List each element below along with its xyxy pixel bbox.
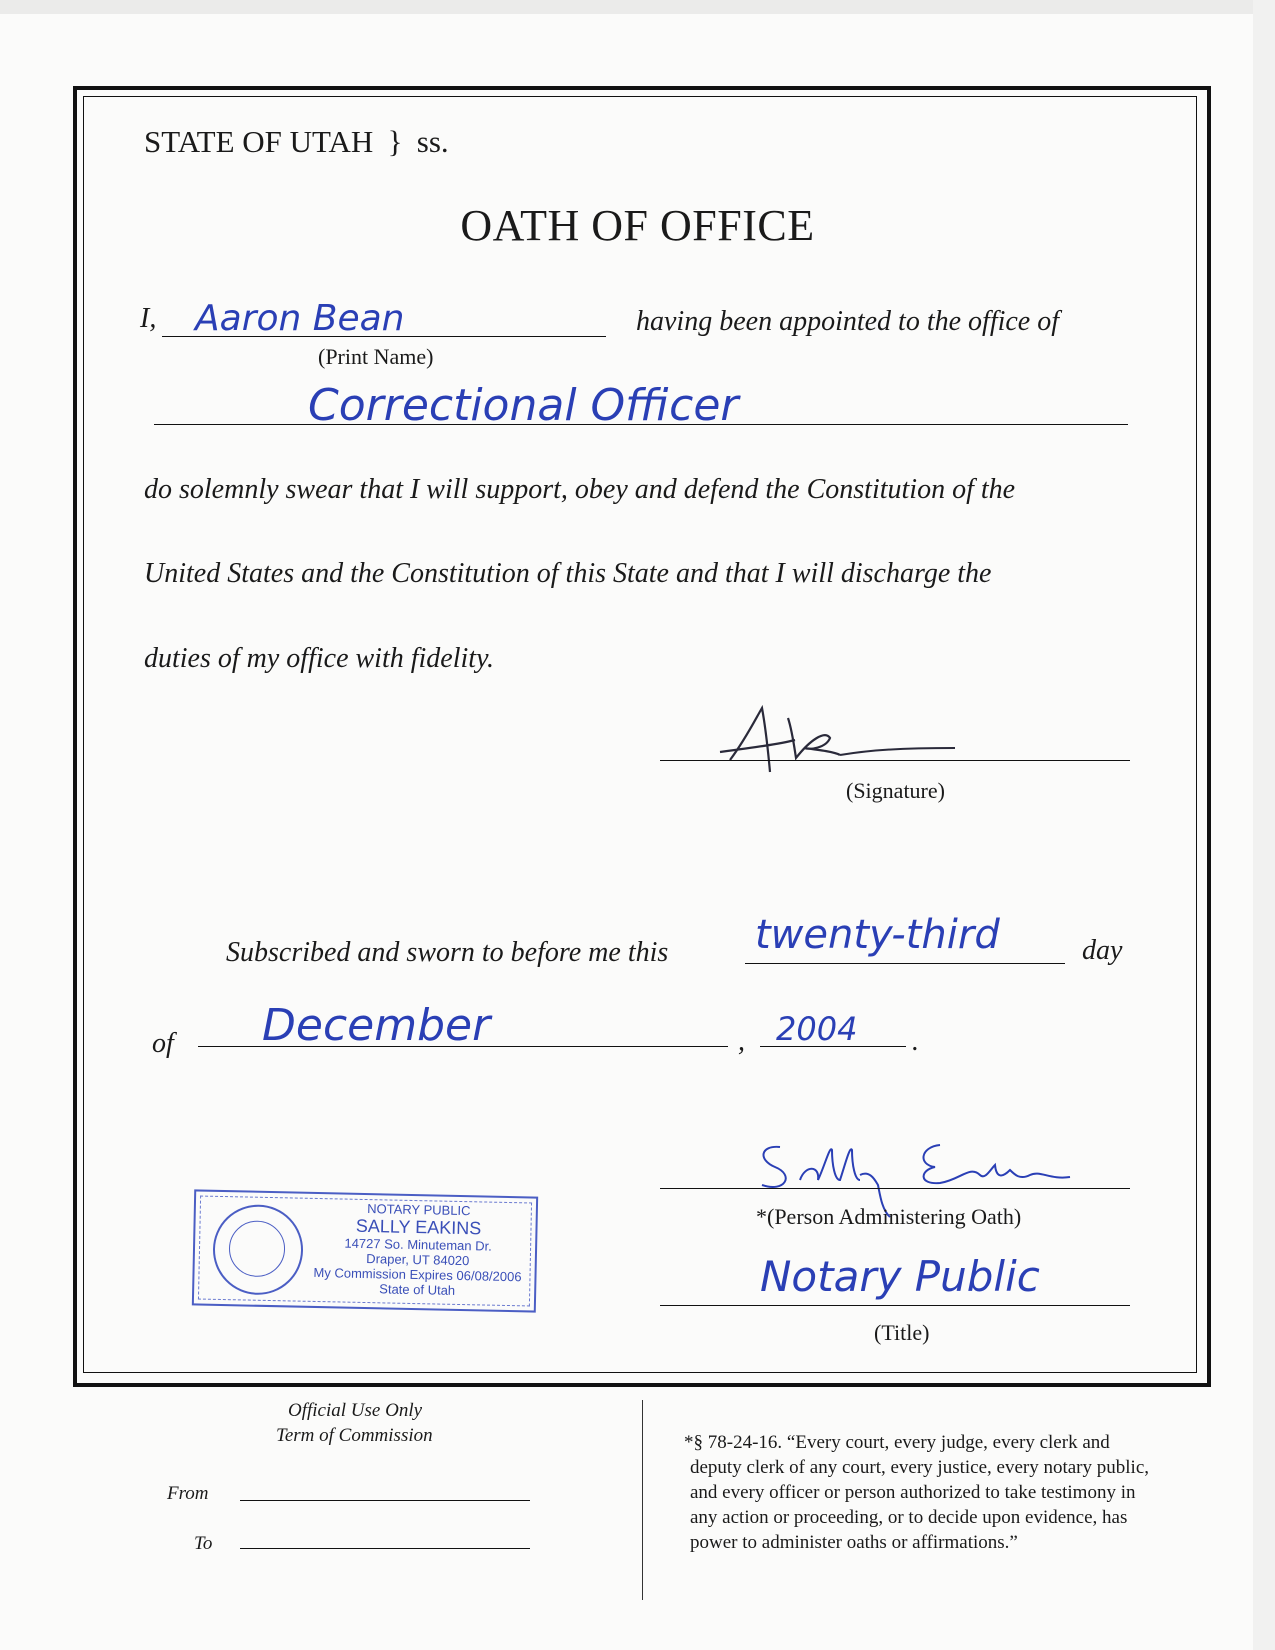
subscribed-text: Subscribed and sworn to before me this [226,937,669,968]
seal-center [228,1220,285,1277]
to-label: To [194,1533,213,1554]
signature-caption: (Signature) [846,778,945,803]
i-prefix: I, [140,303,157,334]
administrator-caption: *(Person Administering Oath) [756,1204,1022,1229]
stamp-state: State of Utah [379,1281,456,1298]
notary-stamp [192,1189,538,1312]
to-line [240,1548,530,1549]
stamp-text [306,1200,530,1300]
from-label: From [167,1483,209,1504]
stamp-address1: 14727 So. Minuteman Dr. [344,1235,492,1254]
page-title: OATH OF OFFICE [460,201,815,250]
scan-top-edge [0,0,1275,14]
year-value: 2004 [776,1010,858,1048]
official-use-label: Official Use Only [288,1400,423,1421]
appointed-text: having been appointed to the office of [636,306,1060,337]
month-value: December [262,1000,491,1051]
statute-line1: *§ 78-24-16. “Every court, every judge, every clerk and [684,1432,1110,1453]
stamp-commission: My Commission Expires 06/08/2006 [313,1264,522,1285]
statute-line3: and every officer or person authorized to take testimony in [690,1482,1136,1503]
oath-paragraph-line2: United States and the Constitution of this State and that I will discharge the [144,558,992,589]
oath-paragraph-line1: do solemnly swear that I will support, obey and defend the Constitution of the [144,474,1016,505]
title-value: Notary Public [760,1252,1040,1301]
stamp-heading: NOTARY PUBLIC [367,1201,471,1219]
office-value: Correctional Officer [308,380,739,431]
state-line: STATE OF UTAH [144,124,374,159]
term-label: Term of Commission [276,1425,433,1446]
statute-line4: any action or proceeding, or to decide upon evidence, has [690,1507,1128,1528]
period: . [912,1026,919,1057]
from-line [240,1500,530,1501]
ss-label: ss. [416,124,449,159]
comma: , [738,1026,745,1057]
statute-line5: power to administer oaths or affirmations.” [690,1532,1018,1553]
name-caption: (Print Name) [318,344,434,369]
name-value: Aaron Bean [195,298,405,339]
of-word: of [152,1028,174,1059]
day-line [745,963,1065,964]
signature-line [660,760,1130,761]
administrator-line [660,1188,1130,1189]
statute-line2: deputy clerk of any court, every justice, every notary public, [690,1457,1149,1478]
brace: } [387,124,403,159]
stamp-name: SALLY EAKINS [355,1215,482,1239]
signature-image [700,700,970,780]
title-line [660,1305,1130,1306]
day-value: twenty-third [755,912,1000,958]
oath-paragraph-line3: duties of my office with fidelity. [144,643,494,674]
title-caption: (Title) [874,1320,930,1345]
stamp-address2: Draper, UT 84020 [366,1251,470,1269]
state-header [144,124,449,160]
footer-divider [642,1400,643,1600]
day-word: day [1082,935,1123,966]
